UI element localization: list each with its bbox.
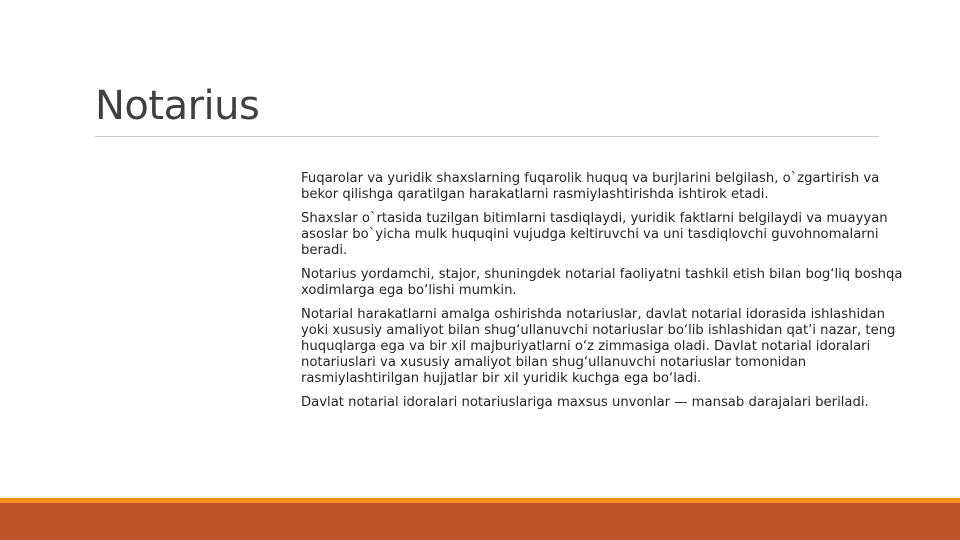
title-divider (95, 136, 879, 137)
slide-title: Notarius (95, 83, 260, 129)
body-paragraph-5: Davlat notarial idoralari notariuslariga maxsus unvonlar — mansab darajalari beriladi. (301, 395, 869, 410)
footer-band (0, 503, 960, 540)
slide-body (301, 171, 911, 419)
body-paragraph-1: Fuqarolar va yuridik shaxslarning fuqarolik huquq va burjlarini belgilash, o`zgartirish va bekor qilishga qaratilgan harakatlarni rasmiylashtirishda ishtirok etadi. (301, 171, 880, 202)
body-paragraph-3: Notarius yordamchi, stajor, shuningdek notarial faoliyatni tashkil etish bilan bog‘liq boshqa xodimlarga ega bo‘lishi mumkin. (301, 267, 903, 298)
body-paragraph-2: Shaxslar o`rtasida tuzilgan bitimlarni tasdiqlaydi, yuridik faktlarni belgilaydi va muayyan asoslar bo`yicha mulk huquqini vujudga keltiruvchi va uni tasdiqlovchi guvohnomalarni beradi. (301, 211, 888, 258)
body-paragraph-4: Notarial harakatlarni amalga oshirishda notariuslar, davlat notarial idorasida ishlashidan yoki xususiy amaliyot bilan shug‘ullanuvchi notariuslar bo‘lib ishlashidan qat’i nazar, teng huquqlarga ega va bir xil majburiyatlarni o‘z zimmasiga oladi. Davlat notarial idoralari notariuslari va xususiy amaliyot bilan shug‘ullanuvchi notariuslar tomonidan rasmiylashtirilgan hujjatlar bir xil yuridik kuchga ega bo‘ladi. (301, 307, 896, 386)
